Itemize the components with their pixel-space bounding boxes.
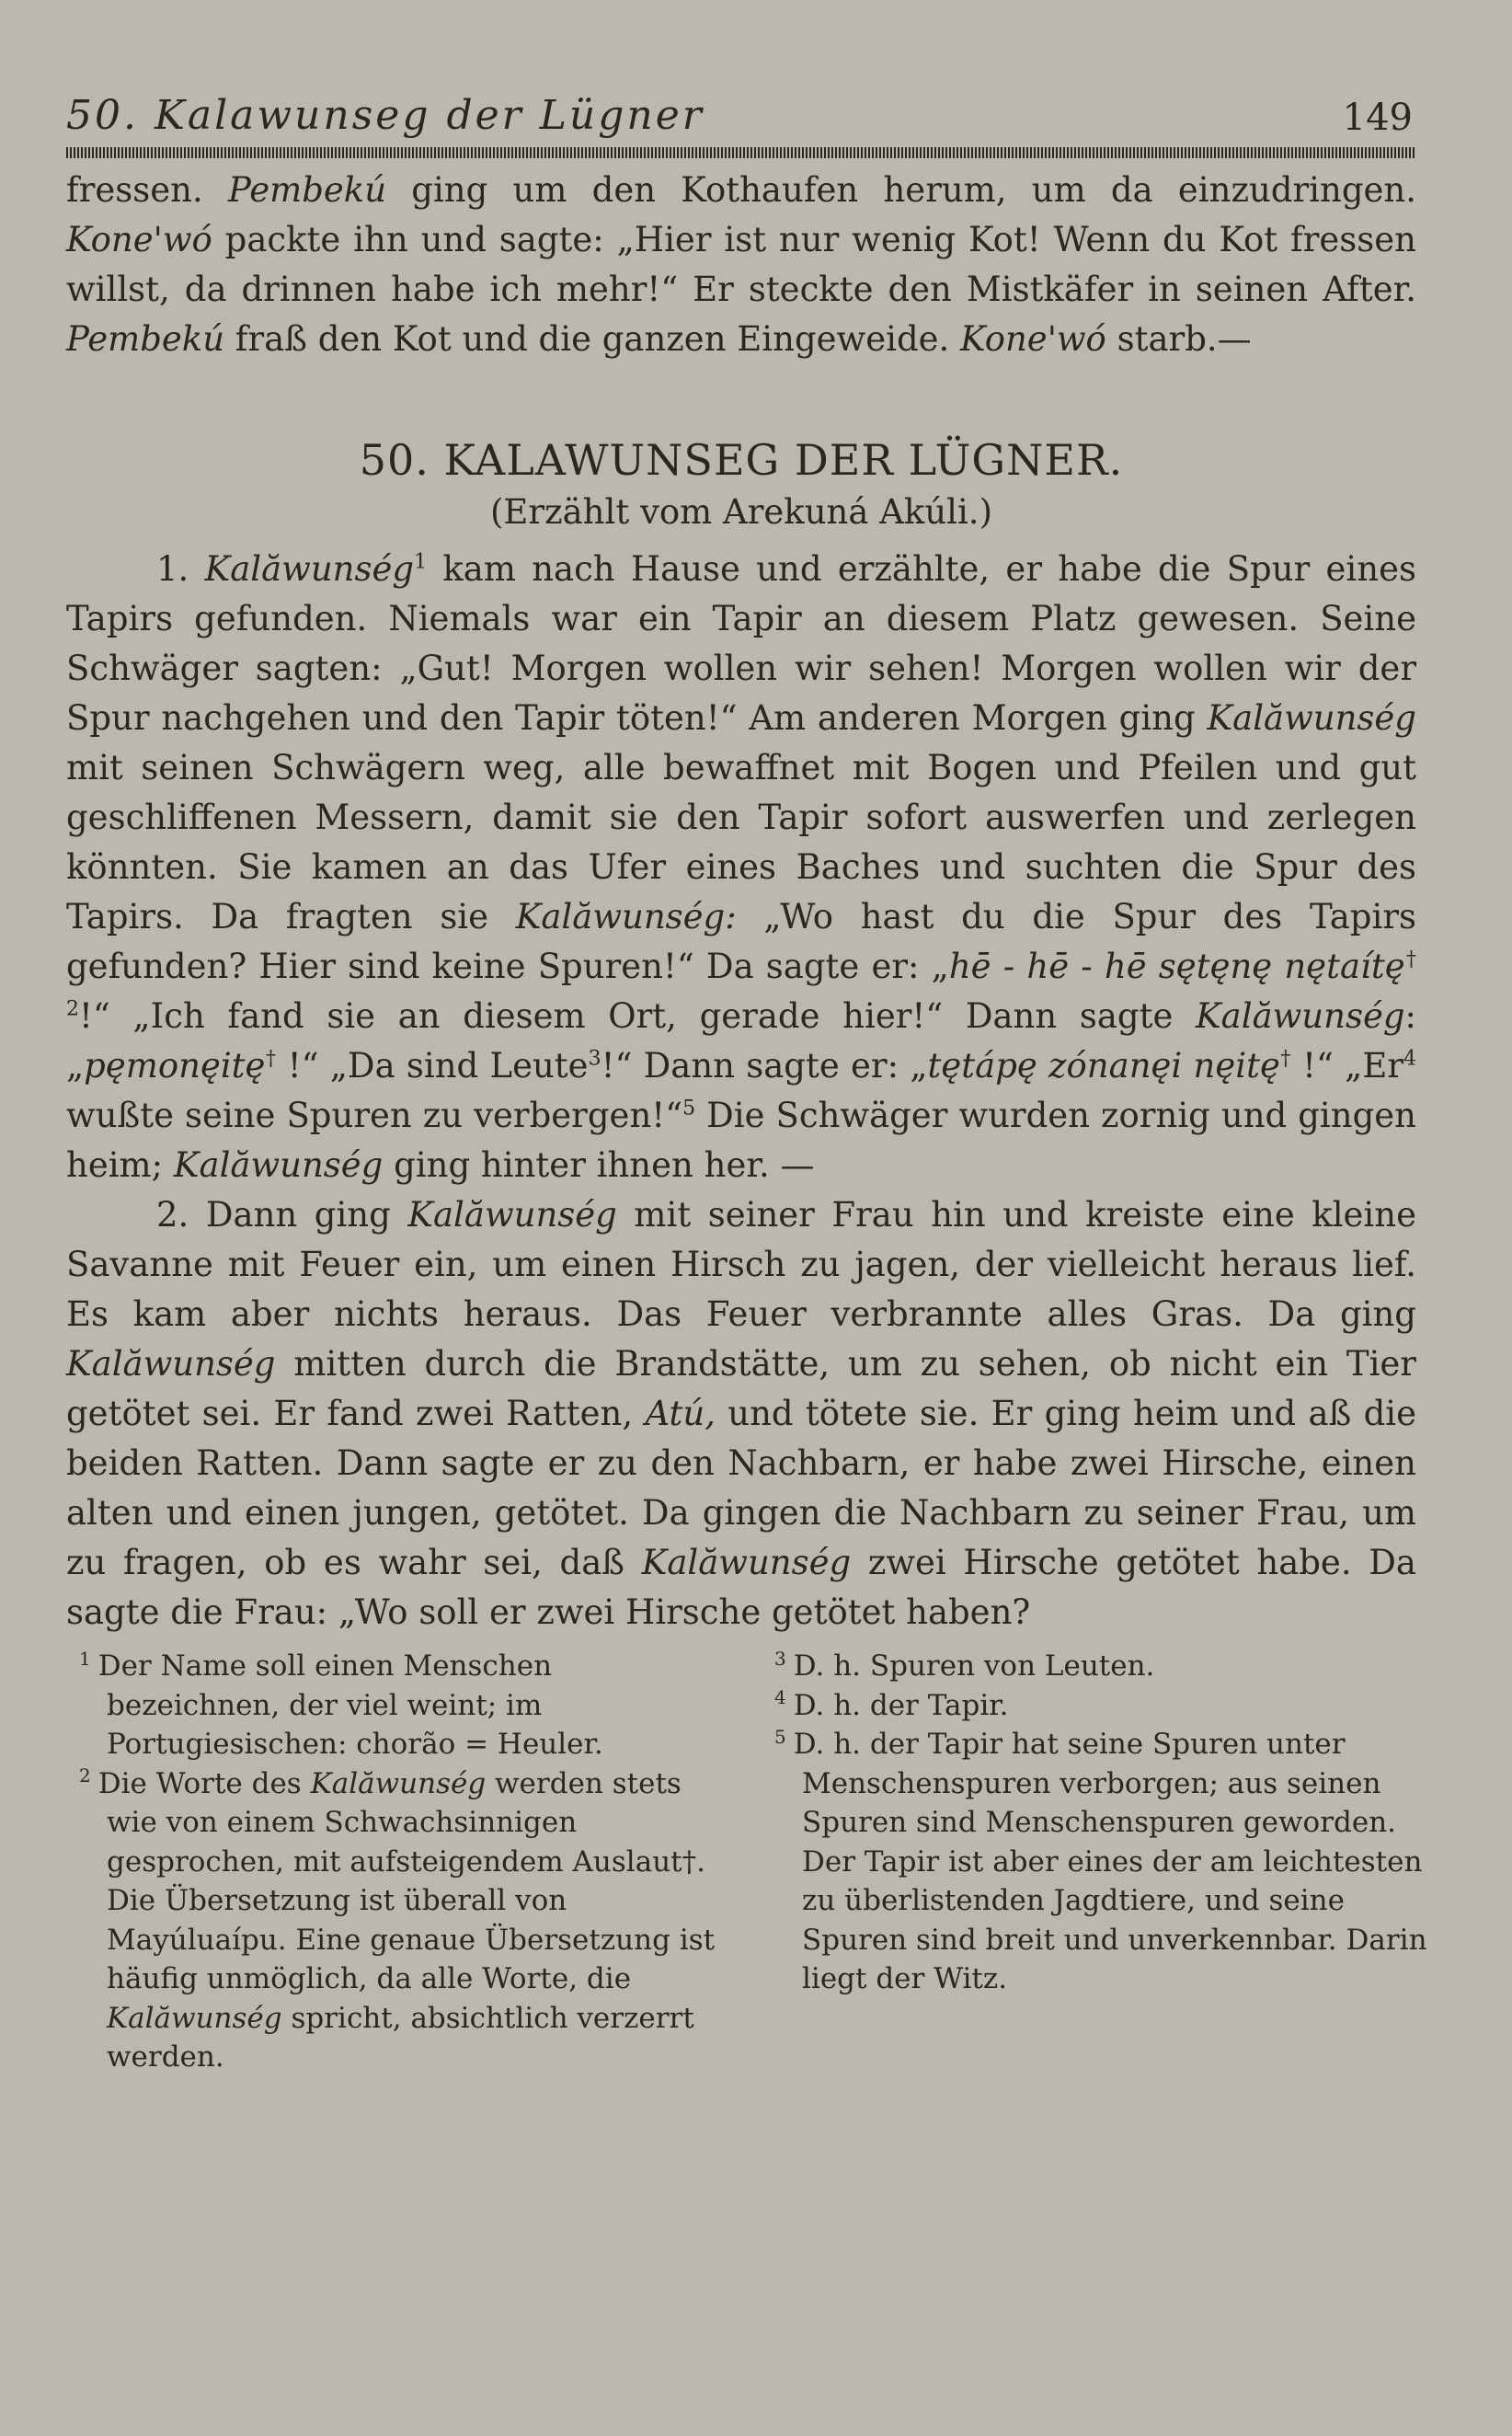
name-konewo: Kone'wó <box>66 220 212 259</box>
footnote-number: 4 <box>774 1686 786 1709</box>
text-run: mit seiner Frau hin und kreiste eine kleine Savanne mit Feuer ein, um einen Hirsch zu jagen, der vielleicht heraus lief. Es kam aber nichts heraus. Das Feuer verbrannte alles Gras. Da ging <box>66 1195 1416 1334</box>
text-run: !“ „Da sind Leute <box>276 1046 589 1086</box>
text-run: !“ „Er <box>1290 1046 1404 1086</box>
text-run: ging um den Kothaufen herum, um da einzudringen. <box>386 170 1416 210</box>
text-run: kam nach Hause und erzählte, er habe die Spur eines Tapirs gefunden. Niemals war ein Tapir an diesem Platz gewesen. Seine Schwäger sagten: „Gut! Morgen wollen wir sehen! Morgen wollen wir der Spur nachgehen und den Tapir töten!“ Am anderen Morgen ging <box>66 549 1416 738</box>
text-run: und tötete sie. Er ging heim und aß die beiden Ratten. Dann sagte er zu den Nachbarn, er habe zwei Hirsche, einen alten und einen jungen, getötet. Da gingen die Nachbarn zu seiner Frau, um zu fragen, ob es wahr sei, daß <box>66 1394 1416 1582</box>
footnote-ref: 4 <box>1403 1047 1417 1071</box>
name-kalawunseg: Kalăwunség <box>107 2001 282 2035</box>
footnote-text: D. h. der Tapir. <box>793 1688 1009 1722</box>
intro-paragraph <box>66 166 1416 364</box>
name-kalawunseg: Kalăwunség <box>407 1195 617 1235</box>
text-run: zwei Hirsche getötet habe. Da sagte die Frau: „Wo soll er zwei Hirsche getötet haben? <box>66 1543 1416 1632</box>
text-run: !“ „Ich fand sie an diesem Ort, gerade hier!“ Dann sagte <box>79 996 1197 1036</box>
native-speech: tętápę zónanęi nęitę <box>927 1046 1280 1086</box>
text-run: 1. <box>156 549 205 589</box>
name-kalawunseg: Kalăwunség <box>1207 698 1416 738</box>
text-run: packte ihn und sagte: „Hier ist nur wenig Kot! Wenn du Kot fressen willst, da drinnen habe ich mehr!“ Er steckte den Mistkäfer in seinen After. <box>66 220 1416 309</box>
text-run: fressen. <box>66 170 228 210</box>
story-heading: 50. KALAWUNSEG DER LÜGNER. <box>359 435 1124 485</box>
name-kalawunseg: Kalăwunség <box>1196 996 1405 1036</box>
text-run: mitten durch die Brandstätte, um zu sehen, ob nicht ein Tier getötet sei. Er fand zwei Ratten, <box>66 1344 1416 1433</box>
footnotes-left-column <box>79 1647 732 2077</box>
text-run: 2. Dann ging <box>156 1195 408 1235</box>
text-run: !“ Dann sagte er: „ <box>601 1046 928 1086</box>
story-body <box>66 545 1416 1637</box>
footnote-text: Die Worte des <box>97 1766 311 1800</box>
footnote-text: Der Name soll einen Menschen bezeichnen, der viel weint; im Portugiesischen: chorão = Heuler. <box>97 1649 603 1761</box>
text-run: fraß den Kot und die ganzen Eingeweide. <box>224 319 961 359</box>
name-kalawunseg: Kalăwunség <box>310 1766 487 1800</box>
footnote-ref: 5 <box>682 1097 696 1120</box>
footnote-number: 3 <box>774 1647 786 1670</box>
name-kalawunseg: Kalăwunség <box>204 549 415 589</box>
footnotes-right-column <box>774 1647 1427 1999</box>
native-speech: hē - hē - hē sętęnę nętaítę <box>948 947 1405 986</box>
footnote-2 <box>79 1764 732 2077</box>
name-kalawunseg: Kalăwunség <box>641 1543 852 1582</box>
footnote-ref: † <box>1279 1047 1291 1071</box>
text-run: „Wo hast du die Spur des Tapirs gefunden? Hier sind keine Spuren!“ Da sagte er: „ <box>66 897 1417 986</box>
header-rule <box>66 147 1416 158</box>
name-atu: Atú, <box>645 1394 716 1433</box>
footnote-text: D. h. Spuren von Leuten. <box>793 1649 1155 1683</box>
text-run: mit seinen Schwägern weg, alle bewaffnet mit Bogen und Pfeilen und gut geschliffenen Messern, damit sie den Tapir sofort auswerfen und zerlegen könnten. Sie kamen an das Ufer eines Baches und suchten die Spur des Tapirs. Da fragten sie <box>66 748 1416 936</box>
text-run: starb.— <box>1105 319 1252 359</box>
paragraph-1 <box>66 545 1416 1190</box>
native-speech: pęmonęitę <box>84 1046 266 1086</box>
page-number: 149 <box>1342 97 1413 139</box>
text-run: wußte seine Spuren zu verbergen!“ <box>66 1096 683 1135</box>
footnote-text: D. h. der Tapir hat seine Spuren unter Menschenspuren verborgen; aus seinen Spuren sind Menschenspuren geworden. Der Tapir ist aber eines der am leichtesten zu überlistenden Jagdtiere, und seine Spuren sind breit und unverkennbar. Darin liegt der Witz. <box>793 1728 1427 1995</box>
name-pembeku: Pembekú <box>66 319 225 359</box>
name-konewo: Kone'wó <box>960 319 1106 359</box>
name-kalawunseg: Kalăwunség: <box>515 897 737 936</box>
name-kalawunseg: Kalăwunség <box>66 1344 276 1384</box>
text-run: : „ <box>66 996 1416 1086</box>
text-run: Die Schwäger wurden zornig und gingen heim; <box>66 1096 1416 1185</box>
footnote-text: spricht, absichtlich verzerrt werden. <box>107 2001 694 2074</box>
footnote-text: werden stets wie von einem Schwachsinnigen gesprochen, mit aufsteigendem Auslaut†. Die Übersetzung ist überall von Mayúluaípu. Eine genaue Übersetzung ist häufig unmöglich, da alle Worte, die <box>107 1766 716 1995</box>
story-subheading: (Erzählt vom Arekuná Akúli.) <box>489 492 993 532</box>
footnote-4 <box>774 1686 1427 1726</box>
footnote-ref: 3 <box>588 1047 601 1071</box>
footnote-ref: † <box>265 1047 277 1071</box>
footnote-3 <box>774 1647 1427 1686</box>
running-head <box>66 90 1416 145</box>
footnote-5 <box>774 1725 1427 1999</box>
footnote-ref: † 2 <box>66 948 1417 1021</box>
name-kalawunseg: Kalăwunség <box>173 1145 384 1185</box>
footnote-number: 1 <box>79 1647 91 1670</box>
name-pembeku: Pembekú <box>227 170 387 210</box>
text-run: ging hinter ihnen her. — <box>383 1145 815 1185</box>
footnote-ref: 1 <box>414 550 428 574</box>
footnote-number: 5 <box>774 1725 786 1748</box>
footnote-1 <box>79 1647 732 1764</box>
footnote-number: 2 <box>79 1764 91 1787</box>
running-title: 50. Kalawunseg der Lügner <box>66 92 704 139</box>
paragraph-2 <box>66 1190 1416 1637</box>
